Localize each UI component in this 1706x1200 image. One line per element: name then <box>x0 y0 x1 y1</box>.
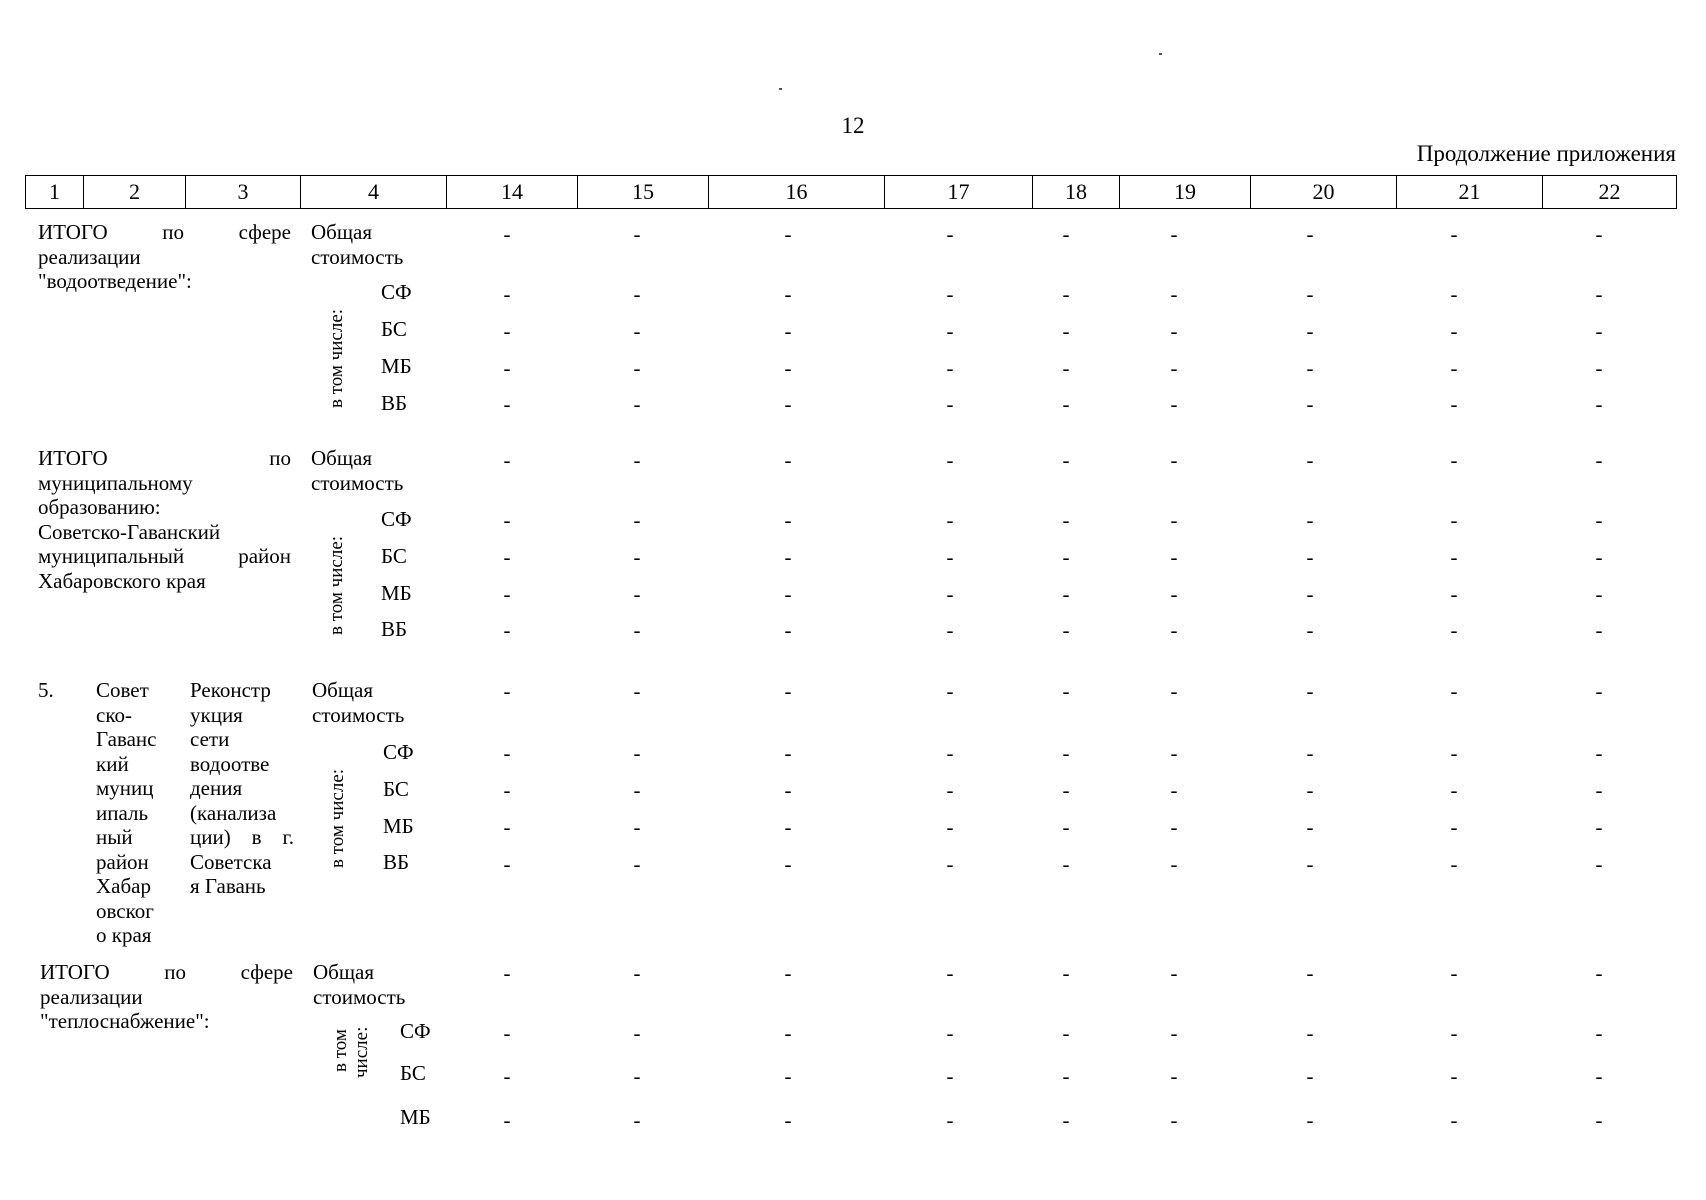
dash-cell: - <box>503 392 511 416</box>
dash-cell: - <box>633 356 641 380</box>
dash-cell: - <box>1306 508 1314 532</box>
dash-cell: - <box>1306 618 1314 642</box>
dash-cell: - <box>633 815 641 839</box>
dash-cell: - <box>1062 222 1070 246</box>
municipality-line: овског <box>96 898 154 923</box>
dash-cell: - <box>1170 1021 1178 1045</box>
dash-cell: - <box>1170 356 1178 380</box>
dash-cell: - <box>946 852 954 876</box>
dash-cell: - <box>1450 545 1458 569</box>
dash-cell: - <box>503 1064 511 1088</box>
section-title-line: муниципальный район <box>38 544 291 568</box>
row-label-vb: ВБ <box>381 391 408 415</box>
vertical-label: в том числе: <box>327 768 348 868</box>
vertical-label-bottom: числе: <box>351 1026 372 1078</box>
header-cell: 3 <box>186 176 301 209</box>
project-line: (канализа <box>190 800 277 825</box>
dash-cell: - <box>1595 282 1603 306</box>
project-line: дения <box>190 776 243 800</box>
dash-cell: - <box>1170 448 1178 472</box>
section-title-line: "теплоснабжение": <box>40 1009 210 1033</box>
row-label-mb: МБ <box>400 1105 431 1129</box>
municipality-line: о края <box>96 923 152 947</box>
row-label-sf: СФ <box>400 1019 431 1043</box>
dash-cell: - <box>1450 448 1458 472</box>
dash-cell: - <box>1450 508 1458 532</box>
dash-cell: - <box>503 1108 511 1132</box>
dash-cell: - <box>946 679 954 703</box>
dash-cell: - <box>633 741 641 765</box>
dash-cell: - <box>1170 508 1178 532</box>
dash-cell: - <box>1450 582 1458 606</box>
dash-cell: - <box>633 1021 641 1045</box>
dash-cell: - <box>1595 618 1603 642</box>
dash-cell: - <box>633 679 641 703</box>
dash-cell: - <box>1306 1108 1314 1132</box>
dash-cell: - <box>503 356 511 380</box>
project-line: водоотве <box>190 751 270 776</box>
project-line: Советска <box>190 849 272 874</box>
dash-cell: - <box>784 508 792 532</box>
dash-cell: - <box>946 508 954 532</box>
dash-cell: - <box>503 545 511 569</box>
dash-cell: - <box>1450 815 1458 839</box>
dash-cell: - <box>784 679 792 703</box>
dash-cell: - <box>946 778 954 802</box>
dash-cell: - <box>633 778 641 802</box>
dash-cell: - <box>1306 852 1314 876</box>
row-label-bs: БС <box>381 317 407 341</box>
municipality-line: ипаль <box>96 800 149 825</box>
section-title-line: "водоотведение": <box>38 269 192 293</box>
row-label-mb: МБ <box>383 814 414 838</box>
dash-cell: - <box>1595 222 1603 246</box>
row-label-bs: БС <box>400 1061 426 1085</box>
dash-cell: - <box>784 319 792 343</box>
row-label-vb: ВБ <box>383 850 410 874</box>
dash-cell: - <box>784 852 792 876</box>
project-line: я Гавань <box>190 874 266 898</box>
dash-cell: - <box>1450 392 1458 416</box>
dash-cell: - <box>946 1108 954 1132</box>
dash-cell: - <box>1306 741 1314 765</box>
dash-cell: - <box>1170 852 1178 876</box>
dash-cell: - <box>1170 815 1178 839</box>
dash-cell: - <box>946 815 954 839</box>
dash-cell: - <box>1595 815 1603 839</box>
dash-cell: - <box>1450 1064 1458 1088</box>
header-cell: 1 <box>26 176 84 209</box>
dash-cell: - <box>503 741 511 765</box>
dash-cell: - <box>633 852 641 876</box>
dash-cell: - <box>1450 282 1458 306</box>
dash-cell: - <box>1306 679 1314 703</box>
header-cell: 19 <box>1120 176 1251 209</box>
dash-cell: - <box>503 618 511 642</box>
total-cost-label: Общая стоимость <box>312 678 405 727</box>
dash-cell: - <box>1062 1108 1070 1132</box>
dash-cell: - <box>946 392 954 416</box>
municipality-line: район <box>96 849 149 874</box>
dash-cell: - <box>503 679 511 703</box>
dash-cell: - <box>633 282 641 306</box>
section-title-line: Хабаровского края <box>38 568 206 593</box>
municipality-line: ный <box>96 825 133 849</box>
dash-cell: - <box>784 392 792 416</box>
dash-cell: - <box>946 282 954 306</box>
dash-cell: - <box>1450 778 1458 802</box>
row-label-sf: СФ <box>383 740 414 764</box>
dash-cell: - <box>946 222 954 246</box>
municipality-line: Гаванс <box>96 727 157 751</box>
dash-cell: - <box>1170 282 1178 306</box>
dash-cell: - <box>1595 356 1603 380</box>
dash-cell: - <box>1062 1021 1070 1045</box>
section-title-line: реализации <box>38 244 141 269</box>
section-title-line: реализации <box>40 984 143 1009</box>
row-label-mb: МБ <box>381 581 412 605</box>
dash-cell: - <box>633 508 641 532</box>
dash-cell: - <box>633 448 641 472</box>
row-label-sf: СФ <box>381 280 412 304</box>
header-cell: 22 <box>1543 176 1677 209</box>
dash-cell: - <box>503 778 511 802</box>
dash-cell: - <box>1306 282 1314 306</box>
project-line: укция <box>190 702 243 727</box>
dash-cell: - <box>1595 448 1603 472</box>
item-number: 5. <box>38 678 54 702</box>
dash-cell: - <box>633 582 641 606</box>
header-cell: 2 <box>84 176 186 209</box>
header-cell: 16 <box>709 176 885 209</box>
row-label-mb: МБ <box>381 354 412 378</box>
vertical-label: в том числе: <box>326 308 347 408</box>
project-line: ции) в г. <box>190 825 294 849</box>
dash-cell: - <box>946 618 954 642</box>
dash-cell: - <box>1595 778 1603 802</box>
dash-cell: - <box>1062 852 1070 876</box>
dash-cell: - <box>1306 1064 1314 1088</box>
header-table <box>25 175 1677 209</box>
municipality-line: Хабар <box>96 874 151 898</box>
dash-cell: - <box>1306 448 1314 472</box>
municipality-line: кий <box>96 751 129 776</box>
dash-cell: - <box>1170 741 1178 765</box>
dash-cell: - <box>503 222 511 246</box>
dash-cell: - <box>1595 1021 1603 1045</box>
dash-cell: - <box>1170 545 1178 569</box>
dash-cell: - <box>1450 1021 1458 1045</box>
municipality-line: ско- <box>96 702 132 727</box>
dash-cell: - <box>946 1064 954 1088</box>
dash-cell: - <box>1595 582 1603 606</box>
header-cell: 21 <box>1397 176 1543 209</box>
dash-cell: - <box>633 319 641 343</box>
dash-cell: - <box>1595 508 1603 532</box>
dash-cell: - <box>1450 356 1458 380</box>
dash-cell: - <box>1062 961 1070 985</box>
dash-cell: - <box>1450 741 1458 765</box>
dash-cell: - <box>1062 508 1070 532</box>
dash-cell: - <box>946 1021 954 1045</box>
dash-cell: - <box>503 319 511 343</box>
total-cost-label: Общая стоимость <box>311 446 404 495</box>
dash-cell: - <box>1450 961 1458 985</box>
dash-cell: - <box>633 1064 641 1088</box>
dash-cell: - <box>1595 1064 1603 1088</box>
dash-cell: - <box>946 319 954 343</box>
dash-cell: - <box>1062 618 1070 642</box>
dash-cell: - <box>1170 319 1178 343</box>
dash-cell: - <box>784 1064 792 1088</box>
dash-cell: - <box>946 448 954 472</box>
dash-cell: - <box>1062 282 1070 306</box>
dash-cell: - <box>784 356 792 380</box>
dash-cell: - <box>784 545 792 569</box>
header-cell: 15 <box>578 176 709 209</box>
dash-cell: - <box>503 852 511 876</box>
section-title-line: ИТОГО по сфере <box>40 960 293 984</box>
dash-cell: - <box>1595 852 1603 876</box>
dash-cell: - <box>1595 961 1603 985</box>
dash-cell: - <box>1170 961 1178 985</box>
dash-cell: - <box>633 392 641 416</box>
dash-cell: - <box>503 815 511 839</box>
dash-cell: - <box>1595 319 1603 343</box>
page-number: 12 <box>841 113 865 138</box>
header-cell: 14 <box>447 176 578 209</box>
dash-cell: - <box>946 961 954 985</box>
header-row <box>26 176 1677 209</box>
dash-cell: - <box>1170 392 1178 416</box>
dash-cell: - <box>1595 741 1603 765</box>
dash-cell: - <box>1062 815 1070 839</box>
total-cost-label: Общая стоимость <box>311 220 404 269</box>
dash-cell: - <box>946 545 954 569</box>
dash-cell: - <box>633 222 641 246</box>
section-title-line: муниципальному <box>38 470 193 495</box>
section-title-line: ИТОГО по <box>38 446 291 470</box>
section-title-line: ИТОГО по сфере <box>38 220 291 244</box>
row-label-bs: БС <box>381 544 407 568</box>
project-line: сети <box>190 727 230 751</box>
dash-cell: - <box>1450 1108 1458 1132</box>
dash-cell: - <box>784 778 792 802</box>
dash-cell: - <box>1595 392 1603 416</box>
header-cell: 4 <box>301 176 447 209</box>
dash-cell: - <box>1062 1064 1070 1088</box>
dash-cell: - <box>1062 778 1070 802</box>
dash-cell: - <box>633 1108 641 1132</box>
dash-cell: - <box>1306 815 1314 839</box>
dash-cell: - <box>1062 392 1070 416</box>
dash-cell: - <box>784 448 792 472</box>
vertical-label-top: в том <box>330 1029 351 1072</box>
row-label-sf: СФ <box>381 507 412 531</box>
dash-cell: - <box>1306 319 1314 343</box>
dash-cell: - <box>1306 545 1314 569</box>
header-cell: 18 <box>1033 176 1120 209</box>
dash-cell: - <box>1595 1108 1603 1132</box>
dash-cell: - <box>1306 1021 1314 1045</box>
dash-cell: - <box>1062 545 1070 569</box>
vertical-label: в том числе: <box>326 535 347 635</box>
dash-cell: - <box>784 1108 792 1132</box>
header-cell: 17 <box>885 176 1033 209</box>
dash-cell: - <box>503 448 511 472</box>
dash-cell: - <box>1595 679 1603 703</box>
dash-cell: - <box>1170 618 1178 642</box>
dash-cell: - <box>1170 1108 1178 1132</box>
project-line: Реконстр <box>190 678 271 702</box>
dash-cell: - <box>503 961 511 985</box>
dash-cell: - <box>784 618 792 642</box>
dash-cell: - <box>503 582 511 606</box>
dash-cell: - <box>1306 392 1314 416</box>
dash-cell: - <box>1450 618 1458 642</box>
header-cell: 20 <box>1251 176 1397 209</box>
dash-cell: - <box>784 961 792 985</box>
scan-speck <box>779 88 782 90</box>
dash-cell: - <box>633 545 641 569</box>
row-label-vb: ВБ <box>381 617 408 641</box>
dash-cell: - <box>1062 582 1070 606</box>
section-title-line: Советско-Гаванский <box>38 519 221 544</box>
dash-cell: - <box>1170 582 1178 606</box>
dash-cell: - <box>946 741 954 765</box>
dash-cell: - <box>946 582 954 606</box>
dash-cell: - <box>1170 778 1178 802</box>
dash-cell: - <box>503 1021 511 1045</box>
dash-cell: - <box>503 282 511 306</box>
dash-cell: - <box>784 741 792 765</box>
dash-cell: - <box>1450 319 1458 343</box>
continuation-label: Продолжение приложения <box>1416 141 1676 166</box>
scan-speck <box>1159 53 1162 55</box>
municipality-line: Совет <box>96 678 149 702</box>
municipality-line: муниц <box>96 776 154 800</box>
dash-cell: - <box>633 618 641 642</box>
dash-cell: - <box>633 961 641 985</box>
dash-cell: - <box>784 582 792 606</box>
dash-cell: - <box>1595 545 1603 569</box>
dash-cell: - <box>784 815 792 839</box>
dash-cell: - <box>1306 582 1314 606</box>
dash-cell: - <box>1306 778 1314 802</box>
dash-cell: - <box>1170 222 1178 246</box>
dash-cell: - <box>503 508 511 532</box>
dash-cell: - <box>1306 356 1314 380</box>
dash-cell: - <box>1450 852 1458 876</box>
dash-cell: - <box>1062 356 1070 380</box>
dash-cell: - <box>784 222 792 246</box>
dash-cell: - <box>1450 222 1458 246</box>
dash-cell: - <box>1062 448 1070 472</box>
dash-cell: - <box>784 1021 792 1045</box>
section-title-line: образованию: <box>38 495 161 519</box>
total-cost-label: Общая стоимость <box>313 960 406 1009</box>
dash-cell: - <box>1170 679 1178 703</box>
dash-cell: - <box>1306 961 1314 985</box>
row-label-bs: БС <box>383 777 409 801</box>
dash-cell: - <box>946 356 954 380</box>
dash-cell: - <box>1306 222 1314 246</box>
dash-cell: - <box>784 282 792 306</box>
dash-cell: - <box>1170 1064 1178 1088</box>
dash-cell: - <box>1062 741 1070 765</box>
dash-cell: - <box>1450 679 1458 703</box>
dash-cell: - <box>1062 319 1070 343</box>
dash-cell: - <box>1062 679 1070 703</box>
